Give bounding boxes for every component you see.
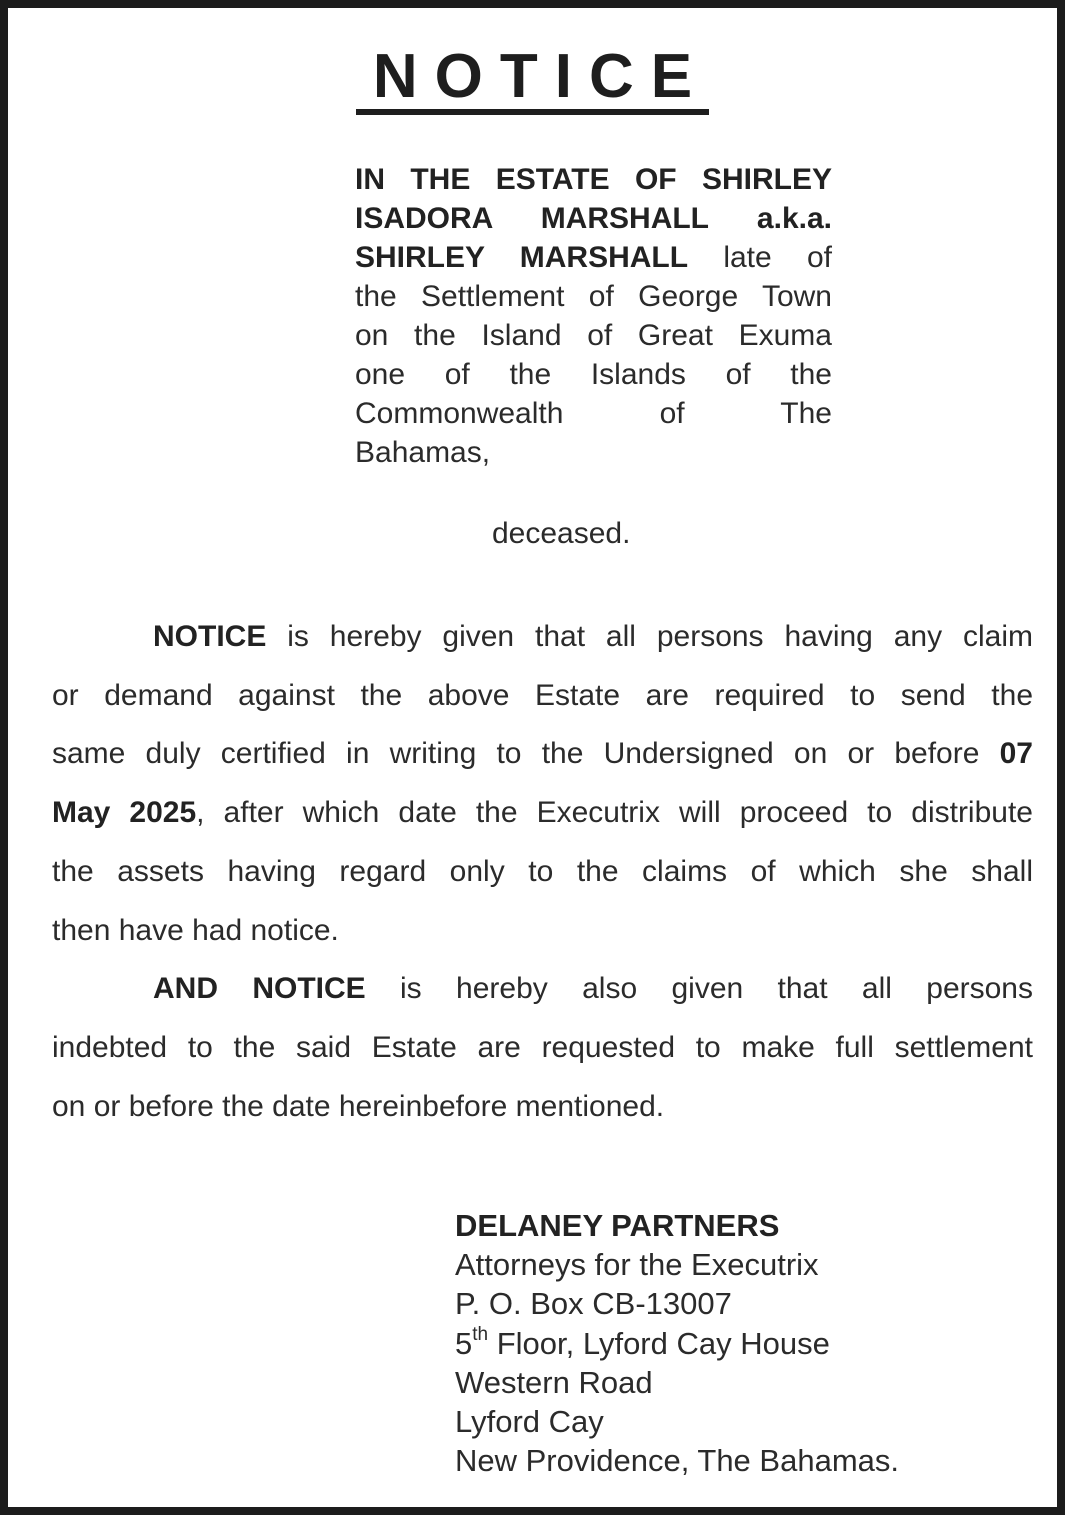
para1-line-5: the assets having regard only to the claims of which she shall: [52, 854, 1033, 888]
estate-line-8: Bahamas,: [355, 436, 491, 469]
address-floor: [455, 1324, 899, 1363]
floor-ordinal: th: [472, 1324, 489, 1346]
estate-line-5: on the Island of Great Exuma: [355, 319, 832, 352]
para1-line-1: [52, 608, 1033, 667]
address-area: Lyford Cay: [455, 1404, 604, 1440]
po-box: P. O. Box CB-13007: [455, 1286, 732, 1322]
para1-line-4-rest: , after which date the Executrix will proceed to distribute: [196, 796, 1033, 830]
notice-title: [8, 42, 1057, 115]
para2-line-1: [52, 960, 1033, 1019]
estate-line-3-name: SHIRLEY MARSHALL: [355, 241, 689, 274]
estate-line-1: IN THE ESTATE OF SHIRLEY: [355, 163, 832, 196]
address-island: New Providence, The Bahamas.: [455, 1443, 899, 1479]
para1-line-2: or demand against the above Estate are required to send the: [52, 678, 1033, 712]
estate-line-6: one of the Islands of the: [355, 358, 832, 391]
signature-block: [455, 1206, 899, 1480]
para2-notice-keyword: AND NOTICE: [153, 972, 366, 1006]
para2-line-3: on or before the date hereinbefore mentioned.: [52, 1089, 665, 1123]
para1-line-1-rest: is hereby given that all persons having any claim: [266, 620, 1033, 653]
notice-body: [52, 608, 1033, 1136]
para1-line-3: [52, 725, 1033, 784]
firm-name: DELANEY PARTNERS: [455, 1208, 780, 1243]
estate-line-7: Commonwealth of The: [355, 397, 832, 430]
estate-line-4: the Settlement of George Town: [355, 280, 832, 313]
para2-line-2: indebted to the said Estate are requested to make full settlement: [52, 1030, 1033, 1064]
para1-line-6: then have had notice.: [52, 913, 339, 947]
estate-line-3: [355, 238, 832, 277]
para1-line-4: [52, 784, 1033, 843]
para2-line-1-rest: is hereby also given that all persons: [365, 972, 1033, 1006]
para1-line-3-rest: same duly certified in writing to the Undersigned on or before: [52, 737, 1000, 771]
firm-role: Attorneys for the Executrix: [455, 1247, 819, 1283]
address-road: Western Road: [455, 1364, 653, 1400]
para1-date-day: 07: [999, 737, 1033, 771]
estate-line-2: ISADORA MARSHALL a.k.a.: [355, 202, 832, 235]
floor-number: 5: [455, 1325, 473, 1361]
estate-heading: [355, 160, 832, 472]
estate-line-3-rest: late of: [688, 241, 832, 274]
para1-date-month-year: May 2025: [52, 796, 197, 830]
deceased-label: deceased.: [492, 517, 631, 550]
para1-notice-keyword: NOTICE: [153, 620, 267, 653]
notice-title-text: NOTICE: [356, 45, 709, 115]
floor-rest: Floor, Lyford Cay House: [488, 1325, 830, 1361]
